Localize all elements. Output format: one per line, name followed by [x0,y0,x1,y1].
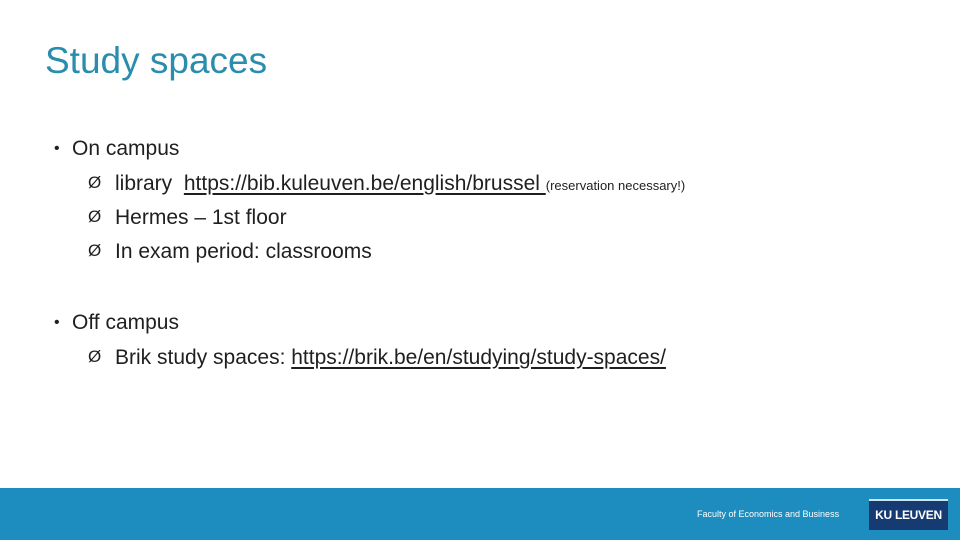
brik-prefix: Brik study spaces: [115,346,292,369]
slide-title: Study spaces [45,40,268,81]
reservation-note: (reservation necessary!) [545,178,686,193]
list-item-on-campus [54,136,179,162]
bullet-icon: • [54,314,60,331]
list-item-hermes [88,204,287,231]
list-item-library [88,170,685,199]
list-item-brik [88,344,666,371]
brik-link[interactable]: https://brik.be/en/studying/study-spaces/ [291,346,666,369]
arrow-bullet-icon: Ø [88,241,102,260]
list-item-classrooms [88,238,372,265]
bullet-icon: • [54,140,60,157]
faculty-name: Faculty of Economics and Business [697,509,840,519]
on-campus-label: On campus [72,137,180,160]
ku-leuven-logo: KU LEUVEN [869,499,948,530]
off-campus-label: Off campus [72,311,179,334]
hermes-text: Hermes – 1st floor [115,206,287,229]
footer-bar [0,488,960,540]
library-prefix: library [115,172,184,195]
classrooms-text: In exam period: classrooms [115,240,372,263]
library-link[interactable]: https://bib.kuleuven.be/english/brussel [183,172,546,195]
arrow-bullet-icon: Ø [88,207,102,226]
list-item-off-campus [54,310,179,336]
arrow-bullet-icon: Ø [88,173,102,192]
arrow-bullet-icon: Ø [88,347,102,366]
